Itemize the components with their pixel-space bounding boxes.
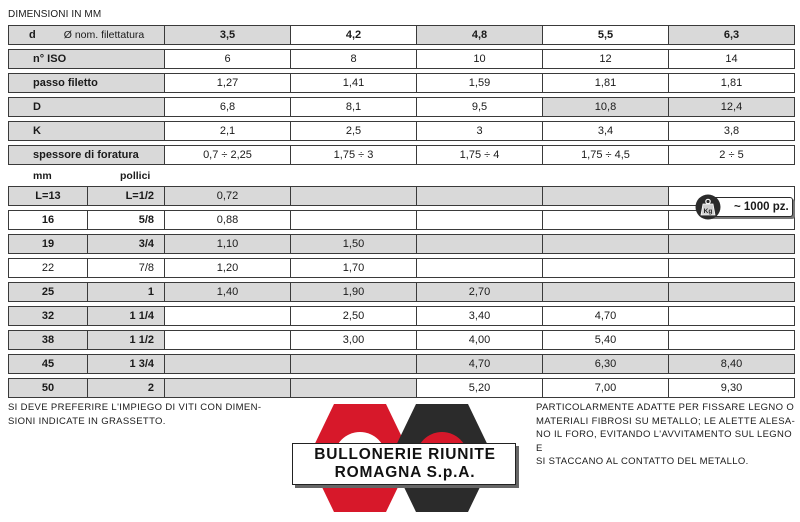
weight-cell <box>165 378 291 398</box>
weight-cell: 3,40 <box>417 306 543 326</box>
weight-cell <box>417 186 543 206</box>
row-label: passo filetto <box>8 73 165 93</box>
table-row <box>8 73 795 93</box>
table-cell: 1,75 ÷ 4,5 <box>543 145 669 165</box>
table-cell: 1,75 ÷ 3 <box>291 145 417 165</box>
weight-cell: 4,00 <box>417 330 543 350</box>
weight-cell <box>417 210 543 230</box>
weight-cell: 4,70 <box>417 354 543 374</box>
weight-cell: 1,20 <box>165 258 291 278</box>
table-cell: 0,7 ÷ 2,25 <box>165 145 291 165</box>
length-inch: 1 1/4 <box>88 306 165 326</box>
table-row <box>8 234 795 254</box>
weight-icon-label: Kg <box>703 208 713 215</box>
table-row <box>8 186 795 206</box>
weight-cell <box>417 258 543 278</box>
row-label: D <box>8 97 165 117</box>
weight-cell: 1,50 <box>291 234 417 254</box>
length-inch: 2 <box>88 378 165 398</box>
logo-line-1: BULLONERIE RIUNITE <box>314 446 496 463</box>
weight-cell: 1,40 <box>165 282 291 302</box>
length-mm: L=13 <box>8 186 88 206</box>
table-cell: 12 <box>543 49 669 69</box>
column-header-mm: mm <box>33 170 52 182</box>
length-mm: 25 <box>8 282 88 302</box>
weight-cell: 2,50 <box>291 306 417 326</box>
weight-cell: 8,40 <box>669 354 795 374</box>
note-line: PARTICOLARMENTE ADATTE PER FISSARE LEGNO O <box>536 402 795 413</box>
table-cell: 1,41 <box>291 73 417 93</box>
table-cell: 6,8 <box>165 97 291 117</box>
table-row <box>8 378 795 398</box>
length-inch: 1 1/2 <box>88 330 165 350</box>
length-weight-table <box>8 186 795 398</box>
weight-cell <box>291 210 417 230</box>
table-cell: 10,8 <box>543 97 669 117</box>
table-cell: 2,5 <box>291 121 417 141</box>
table-cell: 3 <box>417 121 543 141</box>
table-cell: 2 ÷ 5 <box>669 145 795 165</box>
weight-cell <box>669 282 795 302</box>
weight-cell: 1,90 <box>291 282 417 302</box>
header-value: 4,2 <box>291 25 417 45</box>
table-cell: 1,75 ÷ 4 <box>417 145 543 165</box>
table-row <box>8 282 795 302</box>
header-value: 3,5 <box>165 25 291 45</box>
weight-cell: 0,72 <box>165 186 291 206</box>
note-line: SI STACCANO AL CONTATTO DEL METALLO. <box>536 456 749 467</box>
table-cell: 12,4 <box>669 97 795 117</box>
length-inch: 1 3/4 <box>88 354 165 374</box>
table-cell: 14 <box>669 49 795 69</box>
length-mm: 19 <box>8 234 88 254</box>
weight-cell: 1,70 <box>291 258 417 278</box>
note-line: SI DEVE PREFERIRE L'IMPIEGO DI VITI CON DIMEN- <box>8 402 262 413</box>
table-cell: 2,1 <box>165 121 291 141</box>
weight-cell <box>291 378 417 398</box>
weight-cell <box>165 354 291 374</box>
note-line: MATERIALI FIBROSI SU METALLO; LE ALETTE ALESA- <box>536 415 796 427</box>
length-mm: 38 <box>8 330 88 350</box>
length-inch: L=1/2 <box>88 186 165 206</box>
logo-text-box <box>292 443 516 485</box>
weight-cell: 2,70 <box>417 282 543 302</box>
pack-quantity-badge <box>695 194 795 220</box>
table-cell: 3,4 <box>543 121 669 141</box>
length-inch: 7/8 <box>88 258 165 278</box>
weight-cell <box>543 282 669 302</box>
length-mm: 45 <box>8 354 88 374</box>
note-right <box>536 401 798 469</box>
table-row <box>8 97 795 117</box>
header-value: 5,5 <box>543 25 669 45</box>
length-inch: 3/4 <box>88 234 165 254</box>
weight-cell <box>543 186 669 206</box>
company-logo <box>298 400 504 522</box>
length-mm: 32 <box>8 306 88 326</box>
table-cell: 8 <box>291 49 417 69</box>
column-header-inch: pollici <box>120 170 151 182</box>
table-cell: 1,81 <box>669 73 795 93</box>
length-mm: 50 <box>8 378 88 398</box>
weight-cell <box>669 330 795 350</box>
weight-cell <box>669 306 795 326</box>
table-cell: 1,27 <box>165 73 291 93</box>
length-inch: 5/8 <box>88 210 165 230</box>
note-left <box>8 401 270 428</box>
table-row <box>8 145 795 165</box>
table-cell: 8,1 <box>291 97 417 117</box>
logo-line-2: ROMAGNA S.p.A. <box>334 464 476 481</box>
table-cell: 6 <box>165 49 291 69</box>
weight-cell <box>543 210 669 230</box>
weight-cell <box>417 234 543 254</box>
table-row <box>8 306 795 326</box>
length-mm: 16 <box>8 210 88 230</box>
weight-cell <box>543 234 669 254</box>
weight-cell: 6,30 <box>543 354 669 374</box>
row-label: spessore di foratura <box>8 145 165 165</box>
table-cell: 1,59 <box>417 73 543 93</box>
note-line: NO IL FORO, EVITANDO L'AVVITAMENTO SUL LEGNO E <box>536 429 792 454</box>
header-value: 6,3 <box>669 25 795 45</box>
table-cell: 10 <box>417 49 543 69</box>
weight-cell: 1,10 <box>165 234 291 254</box>
weight-cell <box>291 354 417 374</box>
weight-cell: 0,88 <box>165 210 291 230</box>
table-row <box>8 210 795 230</box>
weight-cell: 4,70 <box>543 306 669 326</box>
weight-cell: 7,00 <box>543 378 669 398</box>
pack-quantity-text: ~ 1000 pz. <box>734 201 789 213</box>
weight-cell <box>165 330 291 350</box>
weight-cell <box>291 186 417 206</box>
length-inch: 1 <box>88 282 165 302</box>
row-label: n° ISO <box>8 49 165 69</box>
weight-cell <box>543 258 669 278</box>
weight-cell: 3,00 <box>291 330 417 350</box>
row-label: K <box>8 121 165 141</box>
weight-icon <box>695 194 721 220</box>
header-value: 4,8 <box>417 25 543 45</box>
table-header-row <box>8 25 795 45</box>
table-cell: 3,8 <box>669 121 795 141</box>
note-line: SIONI INDICATE IN GRASSETTO. <box>8 415 166 427</box>
header-cell-d: d Ø nom. filettatura <box>8 25 165 45</box>
weight-cell: 9,30 <box>669 378 795 398</box>
table-row <box>8 330 795 350</box>
weight-cell: 5,20 <box>417 378 543 398</box>
table-row <box>8 258 795 278</box>
thread-dimensions-table <box>8 25 795 165</box>
table-cell: 9,5 <box>417 97 543 117</box>
table-row <box>8 49 795 69</box>
table-row <box>8 354 795 374</box>
table-row <box>8 121 795 141</box>
weight-cell <box>669 258 795 278</box>
weight-cell <box>669 234 795 254</box>
table-cell: 1,81 <box>543 73 669 93</box>
weight-cell <box>165 306 291 326</box>
length-mm: 22 <box>8 258 88 278</box>
dimensions-title: DIMENSIONI IN MM <box>8 9 102 20</box>
weight-cell: 5,40 <box>543 330 669 350</box>
